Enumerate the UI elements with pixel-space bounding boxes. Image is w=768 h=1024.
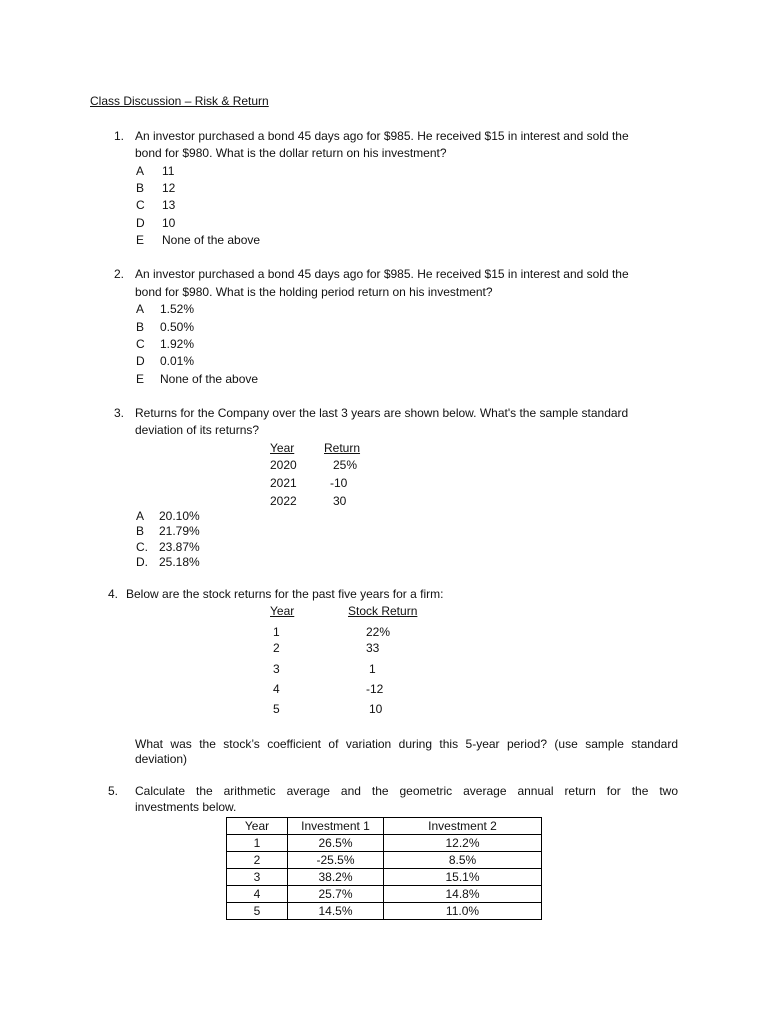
option-letter: B [136,320,145,334]
table-cell: 1 [273,625,280,639]
option-letter: E [136,372,145,386]
table-row [227,835,542,852]
table-cell: 12.2% [384,835,542,852]
question-text: deviation of its returns? [135,423,260,437]
option-text: 11 [162,164,175,178]
table-cell: 33 [366,641,380,655]
table-cell: 3 [273,662,280,676]
option-letter: E [136,233,145,247]
option-text: 0.01% [160,354,195,368]
column-header: Return [324,441,361,455]
question-text: bond for $980. What is the dollar return on his investment? [135,146,447,160]
table-cell: 25% [333,458,358,472]
question-text: Returns for the Company over the last 3 years are shown below. What's the sample standard [135,406,629,420]
table-cell: 30 [333,494,347,508]
table-cell: 14.8% [384,886,542,903]
option-letter: A [136,509,145,523]
option-text: 1.52% [160,302,195,316]
option-text: 10 [162,216,176,230]
option-letter: B [136,524,145,538]
option-text: 0.50% [160,320,195,334]
option-letter: D. [136,555,148,569]
question-text: deviation) [135,752,188,766]
option-letter: A [136,164,145,178]
option-text: 12 [162,181,176,195]
question-number: 2. [114,267,125,281]
question-text: An investor purchased a bond 45 days ago for $985. He received $15 in interest and sold the [135,129,629,143]
table-cell: 2022 [270,494,297,508]
option-text: 21.79% [159,524,200,538]
option-letter: C [136,198,145,212]
page-title: Class Discussion – Risk & Return [90,94,269,108]
table-cell: 4 [227,886,288,903]
table-cell: 4 [273,682,280,696]
table-cell: 10 [369,702,383,716]
question-number: 5. [108,784,119,798]
table-cell: 2 [227,852,288,869]
column-header: Investment 1 [288,818,384,835]
table-cell: 2020 [270,458,297,472]
question-number: 3. [114,406,125,420]
table-cell: 2 [273,641,280,655]
column-header: Investment 2 [384,818,542,835]
table-row [227,886,542,903]
table-cell: 25.7% [288,886,384,903]
question-text: Calculate the arithmetic average and the geometric average annual return for the two [135,784,678,798]
table-cell: 5 [273,702,280,716]
question-text: What was the stock’s coefficient of variation during this 5-year period? (use sample standard [135,737,678,751]
option-letter: D [136,354,145,368]
option-text: 13 [162,198,176,212]
column-header: Year [270,604,295,618]
question-text: bond for $980. What is the holding period return on his investment? [135,285,493,299]
question-text: investments below. [135,800,237,814]
option-letter: A [136,302,145,316]
table-cell: 11.0% [384,903,542,920]
table-cell: -10 [330,476,348,490]
table-row [227,869,542,886]
column-header: Stock Return [348,604,418,618]
option-text: 20.10% [159,509,200,523]
option-letter: B [136,181,145,195]
option-text: 23.87% [159,540,200,554]
table-row [227,852,542,869]
table-header-row [227,818,542,835]
question-number: 4. [108,587,119,601]
question-text: An investor purchased a bond 45 days ago for $985. He received $15 in interest and sold the [135,267,629,281]
table-row [227,903,542,920]
table-cell: -25.5% [288,852,384,869]
option-text: 25.18% [159,555,200,569]
table-cell: 8.5% [384,852,542,869]
table-cell: 26.5% [288,835,384,852]
option-text: 1.92% [160,337,195,351]
table-cell: 5 [227,903,288,920]
option-text: None of the above [162,233,261,247]
investments-table [226,817,542,920]
table-cell: 15.1% [384,869,542,886]
table-cell: 1 [227,835,288,852]
table-cell: 3 [227,869,288,886]
column-header: Year [270,441,295,455]
column-header: Year [227,818,288,835]
table-cell: 22% [366,625,391,639]
option-letter: D [136,216,145,230]
option-text: None of the above [160,372,259,386]
table-cell: 1 [369,662,376,676]
option-letter: C. [136,540,148,554]
table-cell: 38.2% [288,869,384,886]
question-number: 1. [114,129,125,143]
option-letter: C [136,337,145,351]
table-cell: -12 [366,682,384,696]
table-cell: 2021 [270,476,297,490]
table-cell: 14.5% [288,903,384,920]
question-text: Below are the stock returns for the past five years for a firm: [126,587,444,601]
